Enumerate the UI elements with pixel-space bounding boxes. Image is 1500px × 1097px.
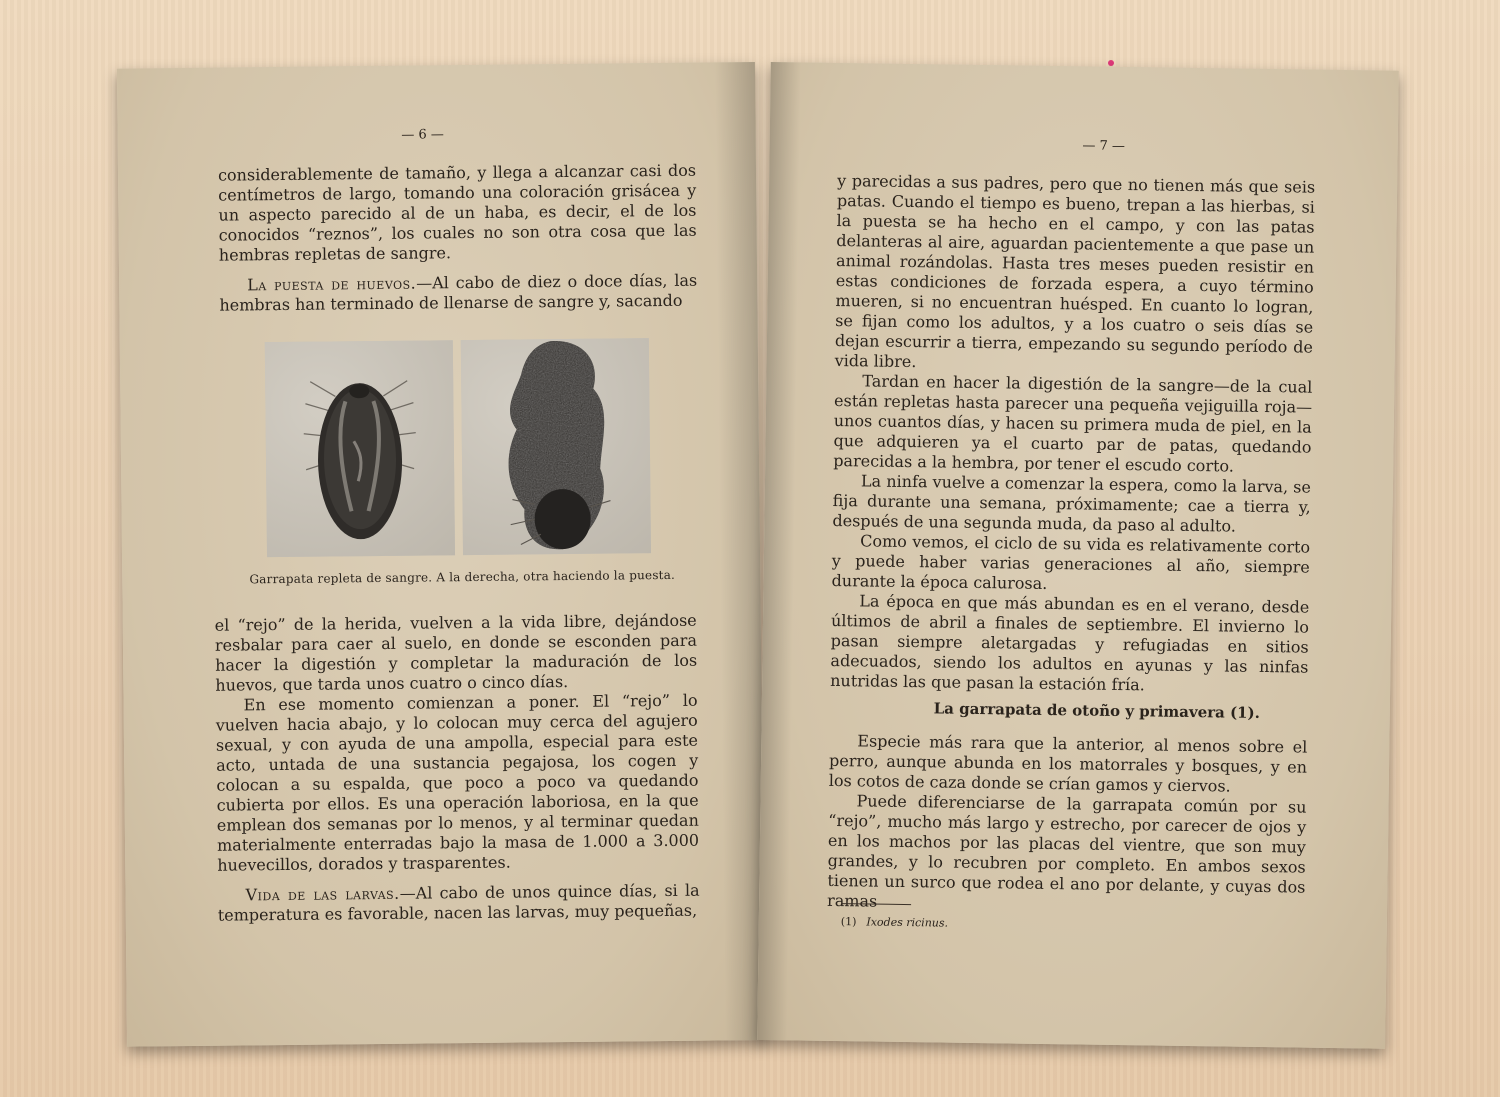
left-bottom-text xyxy=(215,611,700,926)
paragraph-larvas xyxy=(217,881,699,926)
right-top-text xyxy=(830,171,1315,698)
heading-garrapata-otono: La garrapata de otoño y primavera (1). xyxy=(933,699,1261,722)
paragraph-larvas-cont: y parecidas a sus padres, pero que no tienen más que seis patas. Cuando el tiempo es bueno, trepan a las hierbas, si la puesta se ha hecho en el campo, y con las patas delanteras al aire, aguardan pacientemente a que pase un animal rozándolas. Hasta tres meses pueden resistir en estas condiciones de forzada espera, a cuyo término mueren, si no encuentran huésped. En cuanto lo logran, se fijan como los adultos, y a los cuatro o seis días se dejan escurrir a tierra, empezando su segundo período de vida libre. xyxy=(834,170,1316,372)
paragraph-diferenciarse: Puede diferenciarse de la garrapata común por su “rejo”, mucho más largo y estrecho, por carecer de ojos y en los machos por las placas del vientre, que son muy grandes, y lo recubren por completo. En ambos sexos tienen un surco que rodea el ano por delante, y cuyas dos ramas xyxy=(826,791,1307,911)
paragraph-rejo: el “rejo” de la herida, vuelven a la vida libre, dejándose resbalar para caer al suelo, en donde se esconden para hacer la digestión y completar la maduración de los huevos, que tarda unos cuatro o cinco días. xyxy=(214,610,698,695)
heading-puesta-de-huevos: La puesta de huevos. xyxy=(247,273,417,295)
photo-tick-laying xyxy=(461,338,651,555)
laying-tick-illustration xyxy=(461,338,651,555)
footnote-number: (1) xyxy=(840,915,857,929)
puesta-text: —Al cabo de diez o doce días, las hembras han terminado de llenarse de sangre y, sacando xyxy=(219,270,698,315)
paragraph-ciclo: Como vemos, el ciclo de su vida es relativamente corto y puede haber varias generaciones al año, siempre durante la época calurosa. xyxy=(831,531,1311,593)
right-bottom-text xyxy=(827,731,1307,918)
engorged-tick-illustration xyxy=(265,340,455,557)
page-number-right: — 7 — xyxy=(1082,138,1126,154)
paragraph-puesta xyxy=(219,271,697,316)
figure-caption: Garrapata repleta de sangre. A la derecha, otra haciendo la puesta. xyxy=(249,567,676,587)
footnote-text: Ixodes ricinus. xyxy=(866,915,949,930)
right-page xyxy=(757,62,1399,1049)
larvas-text: —Al cabo de unos quince días, si la temperatura es favorable, nacen las larvas, muy pequeñas, xyxy=(217,880,700,925)
left-top-text xyxy=(218,161,698,316)
heading-vida-de-las-larvas: Vida de las larvas. xyxy=(245,883,400,905)
page-number-left: — 6 — xyxy=(401,127,444,143)
left-page xyxy=(117,62,765,1047)
photo-engorged-tick xyxy=(265,340,455,557)
paragraph-epoca: La época en que más abundan es en el verano, desde últimos de abril a finales de septiembre. El invierno lo pasan siempre aletargadas y refugiadas en sitios adecuados, siendo los adultos en ayunas y las ninfas nutridas las que pasan la estación fría. xyxy=(830,591,1310,695)
paragraph-poner: En ese momento comienzan a poner. El “rejo” lo vuelven hacia abajo, y lo colocan muy cerca del agujero sexual, y con ayuda de una ampolla, especial para este acto, untada de una sustancia pegajosa, los cogen y colocan a su espalda, que poco a poco va quedando cubierta por ellos. Es una operación laboriosa, en la que emplean dos semanas por lo menos, y al terminar quedan materialmente enterradas bajo la masa de 1.000 a 3.000 huevecillos, dorados y trasparentes. xyxy=(215,690,700,875)
paragraph-digestion: Tardan en hacer la digestión de la sangre—de la cual están repletas hasta parecer una pequeña vejiguilla roja—unos cuantos días, y hacen su primera muda de piel, en la que adquieren ya el cuarto par de patas, quedando parecidas a la hembra, por tener el escudo corto. xyxy=(833,371,1313,476)
paragraph-ninfa: La ninfa vuelve a comenzar la espera, como la larva, se fija durante una semana, próximamente; cae a tierra y, después de una segunda muda, da paso al adulto. xyxy=(832,471,1312,536)
tick-figure xyxy=(265,338,659,557)
footnote xyxy=(841,915,948,929)
paragraph-especie: Especie más rara que la anterior, al menos sobre el perro, aunque abunda en los matorrales y bosques, y en los cotos de caza donde se crían gamos y ciervos. xyxy=(828,731,1308,796)
open-booklet xyxy=(122,62,1392,1040)
paragraph-reznos: considerablemente de tamaño, y llega a alcanzar casi dos centímetros de largo, tomando una coloración grisácea y un aspecto parecido al de un haba, es decir, el de los conocidos “reznos”, los cuales no son otra cosa que las hembras repletas de sangre. xyxy=(217,160,697,265)
